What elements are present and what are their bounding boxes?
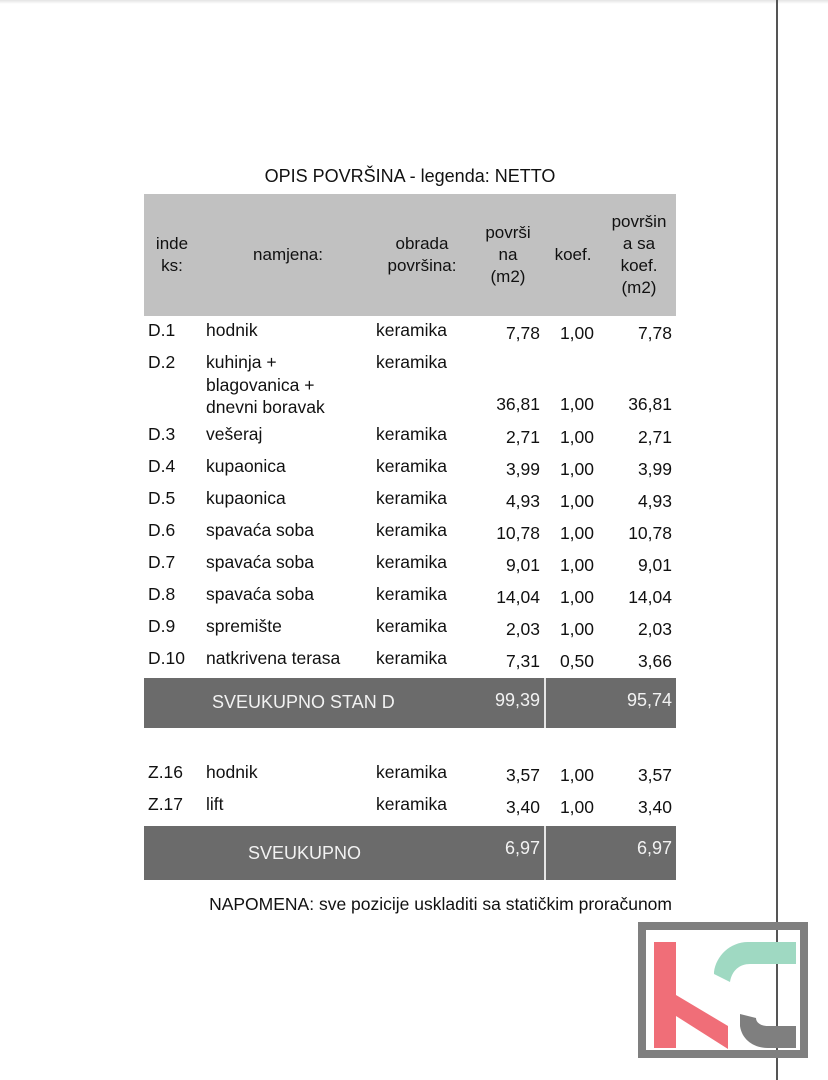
cell-purpose-line: spavaća soba: [206, 551, 314, 572]
cell-purpose: [206, 761, 258, 784]
cell-area-coef: 2,71: [637, 426, 672, 447]
cell-index: D.5: [148, 487, 176, 508]
total-area-coef: 6,97: [636, 837, 672, 858]
total-label: SVEUKUPNO: [248, 842, 362, 863]
table-row: [144, 790, 676, 822]
cell-area: 2,71: [505, 426, 540, 447]
cell-coef: 1,00: [559, 764, 594, 785]
table-row: [144, 452, 676, 484]
total-area-coef: 95,74: [626, 689, 672, 710]
cell-area: 7,31: [505, 650, 540, 671]
cell-area: 2,03: [505, 618, 540, 639]
header-area-coef: [602, 194, 676, 316]
cell-index: D.2: [148, 352, 176, 372]
cell-finish: keramika: [376, 455, 447, 476]
cell-coef: 1,00: [559, 490, 594, 511]
cell-purpose-line: vešeraj: [206, 423, 263, 444]
table-row: [144, 612, 676, 644]
cell-finish: keramika: [376, 352, 447, 372]
header-area-line: na: [498, 245, 518, 264]
cell-area-coef: 3,57: [637, 764, 672, 785]
group-d-rows: [144, 316, 676, 676]
cell-area-coef: 3,99: [637, 458, 672, 479]
cell-purpose: [206, 551, 314, 574]
cell-finish: keramika: [376, 615, 447, 636]
cell-index: Z.17: [148, 793, 184, 814]
cell-area-coef: 4,93: [637, 490, 672, 511]
cell-finish: keramika: [376, 320, 447, 340]
header-purpose: [200, 194, 376, 316]
cell-index: D.7: [148, 551, 176, 572]
cell-purpose-line: hodnik: [206, 320, 258, 340]
table-row: [144, 316, 676, 348]
cell-coef: 1,00: [559, 796, 594, 817]
header-area-line: (m2): [490, 267, 526, 286]
cell-area: 10,78: [496, 522, 540, 543]
cell-purpose: [206, 583, 314, 606]
total-row-common: [144, 826, 676, 880]
table-row: [144, 516, 676, 548]
document-note: NAPOMENA: sve pozicije uskladiti sa statičkim proračunom: [209, 894, 672, 914]
cell-index: Z.16: [148, 761, 184, 782]
cell-area: 9,01: [505, 554, 540, 575]
cell-purpose-line: dnevni boravak: [206, 397, 325, 417]
cell-purpose: [206, 793, 224, 816]
cell-area: 14,04: [496, 586, 540, 607]
cell-index: D.8: [148, 583, 176, 604]
header-finish-line: površina:: [387, 256, 457, 275]
total-area: 6,97: [504, 837, 540, 858]
cell-area: 36,81: [496, 393, 540, 414]
cell-area-coef: 36,81: [628, 393, 672, 414]
cell-purpose: [206, 423, 262, 446]
cell-coef: 1,00: [559, 393, 594, 414]
total-area: 99,39: [494, 689, 540, 710]
cell-purpose: [206, 487, 286, 510]
cell-finish: keramika: [376, 487, 447, 508]
header-index-line: inde: [155, 234, 189, 253]
cell-coef: 0,50: [559, 650, 594, 671]
cell-purpose-line: natkrivena terasa: [206, 647, 341, 668]
cell-index: D.3: [148, 423, 176, 444]
cell-finish: keramika: [376, 551, 447, 572]
cell-purpose-line: spavaća soba: [206, 519, 314, 540]
cell-area: 3,40: [505, 796, 540, 817]
header-finish: [376, 194, 468, 316]
table-row: [144, 348, 676, 420]
logo-gray-arc: [740, 1014, 796, 1048]
cell-finish: keramika: [376, 647, 447, 668]
cell-area-coef: 2,03: [637, 618, 672, 639]
table-row: [144, 548, 676, 580]
header-area-coef-line: koef.: [620, 256, 658, 275]
header-area-coef-line: (m2): [621, 278, 657, 297]
cell-purpose-line: kupaonica: [206, 455, 286, 476]
cell-area-coef: 9,01: [637, 554, 672, 575]
header-area-coef-line: površin: [611, 212, 667, 231]
cell-purpose: [206, 455, 286, 478]
total-row-stan-d: [144, 678, 676, 728]
page-top-edge: [0, 0, 828, 4]
header-index: [144, 194, 200, 316]
cell-finish: keramika: [376, 423, 447, 444]
cell-area-coef: 10,78: [628, 522, 672, 543]
cell-index: D.1: [148, 320, 176, 340]
cell-area-coef: 7,78: [637, 323, 672, 343]
cell-coef: 1,00: [559, 458, 594, 479]
cell-purpose-line: lift: [206, 793, 224, 814]
cell-coef: 1,00: [559, 554, 594, 575]
cell-purpose: [206, 519, 314, 542]
header-coef-text: koef.: [554, 245, 592, 264]
table-row: [144, 580, 676, 612]
header-area: [472, 194, 544, 316]
header-coef: [544, 194, 602, 316]
cell-purpose-line: hodnik: [206, 761, 258, 782]
cell-index: D.10: [148, 647, 185, 668]
cell-purpose-line: kuhinja +: [206, 352, 277, 372]
hc-logo: [638, 922, 808, 1058]
cell-area: 4,93: [505, 490, 540, 511]
cell-purpose-line: kupaonica: [206, 487, 286, 508]
header-purpose-text: namjena:: [253, 245, 323, 264]
cell-area-coef: 3,66: [637, 650, 672, 671]
total-label: SVEUKUPNO STAN D: [212, 691, 395, 712]
table-row: [144, 420, 676, 452]
cell-coef: 1,00: [559, 522, 594, 543]
cell-coef: 1,00: [559, 323, 594, 343]
cell-finish: keramika: [376, 793, 447, 814]
cell-index: D.6: [148, 519, 176, 540]
cell-coef: 1,00: [559, 586, 594, 607]
total-separator: [544, 826, 546, 880]
cell-purpose-line: spremište: [206, 615, 282, 636]
cell-area-coef: 3,40: [637, 796, 672, 817]
logo-green-arc: [714, 942, 796, 982]
cell-index: D.4: [148, 455, 176, 476]
cell-area-coef: 14,04: [628, 586, 672, 607]
cell-finish: keramika: [376, 761, 447, 782]
header-index-line: ks:: [161, 256, 183, 275]
cell-finish: keramika: [376, 519, 447, 540]
logo-red-h-shape: [654, 942, 728, 1049]
cell-area: 3,99: [505, 458, 540, 479]
table-row: [144, 644, 676, 676]
area-table: [144, 194, 676, 880]
header-area-coef-line: a sa: [622, 234, 656, 253]
cell-purpose: [206, 647, 340, 670]
cell-coef: 1,00: [559, 426, 594, 447]
cell-coef: 1,00: [559, 618, 594, 639]
page-margin-line: [776, 0, 778, 1080]
cell-area: 3,57: [505, 764, 540, 785]
cell-finish: keramika: [376, 583, 447, 604]
table-header: [144, 194, 676, 316]
table-row: [144, 484, 676, 516]
header-area-line: površi: [485, 223, 531, 242]
cell-purpose: [206, 615, 282, 638]
table-row: [144, 758, 676, 790]
group-z-rows: [144, 758, 676, 822]
cell-purpose: [206, 319, 258, 342]
cell-index: D.9: [148, 615, 176, 636]
cell-purpose: [206, 351, 325, 419]
cell-area: 7,78: [505, 323, 540, 343]
cell-purpose-line: spavaća soba: [206, 583, 314, 604]
header-finish-line: obrada: [395, 234, 449, 253]
document-title: OPIS POVRŠINA - legenda: NETTO: [264, 166, 556, 186]
cell-purpose-line: blagovanica +: [206, 374, 315, 395]
total-separator: [544, 678, 546, 728]
